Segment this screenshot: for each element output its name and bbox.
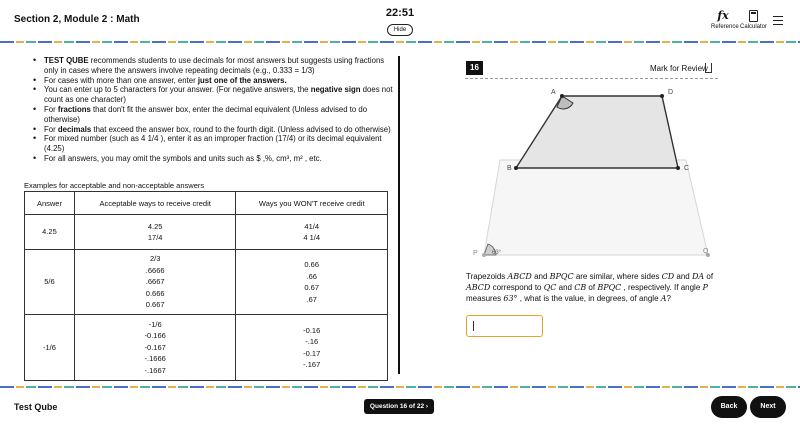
reference-label: Reference bbox=[711, 24, 739, 30]
top-bar bbox=[0, 0, 800, 40]
answer-input[interactable] bbox=[466, 315, 543, 337]
trapezoid-figure bbox=[460, 80, 720, 265]
question-text: Trapezoids ABCD and BPQC are similar, where sides CD and DA of ABCD correspond to QC and CB of BPQC , respectively. If angle P measures 63° , what is the value, in degrees, of angle A? bbox=[466, 272, 714, 303]
question-navigator-button[interactable]: Question 16 of 22 › bbox=[364, 399, 434, 414]
table-cell: -1/6 -0.166 -0.167 -.1666 -.1667 bbox=[74, 315, 236, 381]
examples-title: Examples for acceptable and non-acceptable answers bbox=[24, 181, 205, 190]
table-header: Answer bbox=[25, 192, 75, 215]
formula-icon: fx bbox=[717, 9, 729, 22]
hide-timer-button[interactable]: Hide bbox=[387, 24, 413, 36]
point-p bbox=[482, 253, 486, 257]
instruction-item: • TEST QUBE recommends students to use decimals for most answers but suggests using fractions only in cases where the answers involve repeating decimals (e.g., 0.333 = 1/3) bbox=[31, 56, 394, 76]
table-cell: 4.25 17/4 bbox=[74, 215, 236, 250]
back-button[interactable]: Back bbox=[711, 396, 747, 418]
label-q: Q bbox=[703, 248, 709, 255]
menu-icon[interactable] bbox=[773, 16, 783, 28]
section-title: Section 2, Module 2 : Math bbox=[14, 14, 140, 25]
point-d bbox=[660, 94, 664, 98]
table-cell: 4.25 bbox=[25, 215, 75, 250]
trapezoid-bpqc bbox=[484, 160, 708, 255]
timer: 22:51 bbox=[385, 7, 415, 19]
pane-divider[interactable] bbox=[398, 56, 400, 374]
instructions-pane bbox=[14, 56, 394, 375]
table-cell: 0.66 .66 0.67 .67 bbox=[236, 250, 388, 315]
instruction-item: • You can enter up to 5 characters for your answer. (For negative answers, the negative sign does not count as one character) bbox=[31, 85, 394, 105]
header-divider bbox=[0, 41, 800, 43]
label-d: D bbox=[668, 89, 674, 96]
reference-button[interactable] bbox=[711, 8, 739, 30]
examples-table bbox=[24, 191, 388, 381]
label-p: P bbox=[473, 250, 478, 257]
text-cursor bbox=[473, 321, 474, 331]
trapezoid-abcd bbox=[516, 96, 678, 168]
instruction-item: • For fractions that don't fit the answer box, enter the decimal equivalent (Unless advised to do otherwise) bbox=[31, 105, 394, 125]
next-button[interactable]: Next bbox=[750, 396, 786, 418]
table-cell: -0.16 -.16 -0.17 -.167 bbox=[236, 315, 388, 381]
label-a: A bbox=[551, 89, 556, 96]
table-header: Ways you WON'T receive credit bbox=[236, 192, 388, 215]
label-b: B bbox=[507, 165, 512, 172]
instruction-item: • For mixed number (such as 4 1/4 ), enter it as an improper fraction (17/4) or its decimal equivalent (4.25) bbox=[31, 134, 394, 154]
instruction-item: • For decimals that exceed the answer box, round to the fourth digit. (Unless advised to do otherwise) bbox=[31, 125, 394, 135]
footer-divider bbox=[0, 386, 800, 388]
table-cell: 41/4 4 1/4 bbox=[236, 215, 388, 250]
table-cell: -1/6 bbox=[25, 315, 75, 381]
table-cell: 2/3 .6666 .6667 0.666 0.667 bbox=[74, 250, 236, 315]
calculator-label: Calculator bbox=[740, 24, 768, 30]
table-row bbox=[25, 315, 388, 381]
point-b bbox=[514, 166, 518, 170]
bookmark-icon[interactable] bbox=[705, 63, 712, 73]
calculator-icon bbox=[740, 8, 766, 24]
label-angle-p: 63° bbox=[492, 250, 502, 256]
calculator-button[interactable] bbox=[740, 8, 766, 30]
question-divider bbox=[465, 78, 718, 79]
instructions-list bbox=[14, 56, 394, 164]
instruction-item: • For all answers, you may omit the symbols and units such as $ ,%, cm³, m² , etc. bbox=[31, 154, 394, 164]
label-c: C bbox=[684, 165, 690, 172]
table-header: Acceptable ways to receive credit bbox=[74, 192, 236, 215]
question-number: 16 bbox=[466, 61, 483, 75]
instruction-item: • For cases with more than one answer, enter just one of the answers. bbox=[31, 76, 394, 86]
test-name: Test Qube bbox=[14, 402, 58, 412]
table-row bbox=[25, 215, 388, 250]
table-row bbox=[25, 250, 388, 315]
point-c bbox=[676, 166, 680, 170]
point-a bbox=[560, 94, 564, 98]
mark-for-review[interactable]: Mark for Review bbox=[650, 64, 708, 73]
table-cell: 5/6 bbox=[25, 250, 75, 315]
